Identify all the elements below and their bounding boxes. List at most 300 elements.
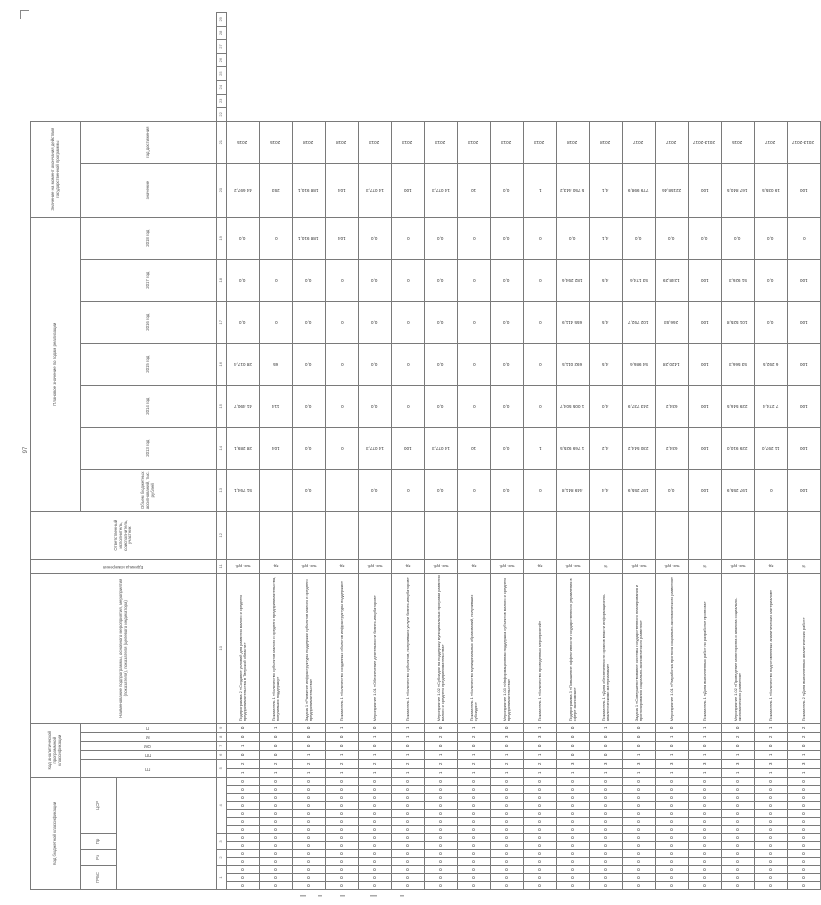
code-digit: 0	[458, 777, 491, 785]
cell-y2016	[260, 301, 293, 343]
cell-value: 28 017,4	[233, 361, 252, 367]
cell-y2015	[491, 343, 524, 385]
code-digit: 0	[359, 786, 392, 794]
code-digit: 0	[326, 866, 359, 874]
code-digit: 0	[656, 810, 689, 818]
row-name: Мероприятие 1.03 «Информационная поддержка субъектов малого и среднего предпринимательства»	[491, 573, 524, 723]
cell-value: 0	[538, 235, 542, 241]
code-digit: 0	[227, 866, 260, 874]
cell-value: 0,0	[767, 235, 774, 241]
cell-value: 182 294,6	[562, 277, 583, 283]
cell-total	[557, 469, 590, 511]
cell-y2016	[524, 301, 557, 343]
code-digit: 0	[722, 723, 755, 732]
code-digit: 0	[557, 777, 590, 785]
code-digit: 0	[524, 882, 557, 890]
code-digit: 0	[260, 834, 293, 842]
cell-value: 0,0	[371, 487, 378, 493]
cell-y2013	[491, 427, 524, 469]
code-digit: 0	[590, 786, 623, 794]
cell-value: 2015	[732, 139, 743, 145]
cell-y2017	[557, 259, 590, 301]
cell-y2018	[656, 217, 689, 259]
row-responsible	[788, 511, 821, 559]
row-unit	[656, 559, 689, 573]
column-number: 9	[217, 723, 227, 732]
cell-value: 0,0	[503, 277, 510, 283]
code-digit: 0	[359, 741, 392, 750]
row-name: Показатель 1 «Количество субъектов, получивших услуги бизнес-инкубаторов»	[392, 573, 425, 723]
code-digit: 0	[590, 802, 623, 810]
code-digit: 1	[755, 750, 788, 759]
code-digit: 1	[755, 723, 788, 732]
cell-y2017	[227, 259, 260, 301]
code-digit: 1	[689, 732, 722, 741]
cell-y2013	[458, 427, 491, 469]
code-digit: 1	[326, 723, 359, 732]
code-digit: 0	[326, 732, 359, 741]
code-digit: 0	[326, 818, 359, 826]
code-digit: 2	[755, 732, 788, 741]
code-digit: 0	[359, 777, 392, 785]
cell-y2018	[557, 217, 590, 259]
code-digit: 0	[656, 850, 689, 858]
code-digit: 2	[458, 732, 491, 741]
code-digit: 0	[788, 834, 821, 842]
cell-y2016	[557, 301, 590, 343]
code-digit: 0	[293, 818, 326, 826]
cell-value: 100	[700, 445, 709, 451]
cell-y2014	[326, 385, 359, 427]
code-digit: 3	[557, 759, 590, 768]
cell-value: 0	[340, 445, 344, 451]
code-digit: 1	[359, 750, 392, 759]
code-digit: 0	[656, 794, 689, 802]
column-number: 18	[217, 259, 227, 301]
code-digit: 0	[491, 723, 524, 732]
cell-value: 0,0	[305, 277, 312, 283]
table-row	[722, 13, 755, 890]
header-indicator: П	[81, 723, 217, 732]
cell-final-year	[326, 121, 359, 163]
code-digit: 0	[524, 777, 557, 785]
code-digit: 1	[227, 741, 260, 750]
code-digit: 1	[458, 768, 491, 777]
row-unit-text: %	[702, 564, 707, 569]
cell-total	[755, 469, 788, 511]
code-digit: 0	[359, 723, 392, 732]
column-number: 27	[217, 40, 227, 54]
table-row	[557, 13, 590, 890]
code-digit: 0	[722, 802, 755, 810]
column-number: 4	[217, 777, 227, 833]
code-digit: 0	[623, 850, 656, 858]
code-digit: 1	[293, 750, 326, 759]
cell-y2018	[359, 217, 392, 259]
code-digit: 0	[227, 786, 260, 794]
header-year-2016: 2016 год	[81, 301, 217, 343]
cell-value: 0,0	[503, 403, 510, 409]
code-digit: 0	[689, 866, 722, 874]
code-digit: 0	[425, 802, 458, 810]
code-digit: 0	[656, 858, 689, 866]
cell-value: 100	[799, 319, 808, 325]
row-responsible	[524, 511, 557, 559]
row-unit-text: тыс. руб.	[630, 564, 647, 569]
code-digit: 0	[458, 794, 491, 802]
code-digit: 0	[458, 741, 491, 750]
code-digit: 0	[293, 777, 326, 785]
cell-value: 634,2	[665, 445, 678, 451]
code-digit: 0	[590, 741, 623, 750]
cell-y2013	[557, 427, 590, 469]
code-digit: 2	[326, 759, 359, 768]
code-digit: 0	[359, 834, 392, 842]
code-digit: 0	[557, 874, 590, 882]
cell-y2013	[293, 427, 326, 469]
cell-final-value	[293, 163, 326, 217]
cell-value: 634,2	[665, 403, 678, 409]
cell-y2015	[788, 343, 821, 385]
cell-value: 692 011,5	[562, 361, 583, 367]
cell-y2013	[425, 427, 458, 469]
code-digit: 0	[590, 810, 623, 818]
code-digit: 2	[425, 759, 458, 768]
code-digit: 0	[623, 826, 656, 834]
row-unit	[557, 559, 590, 573]
code-digit: 0	[722, 858, 755, 866]
code-digit: 1	[722, 750, 755, 759]
code-digit: 0	[689, 794, 722, 802]
cell-y2014	[260, 385, 293, 427]
code-digit: 0	[557, 810, 590, 818]
code-digit: 0	[491, 874, 524, 882]
cell-value: 2018	[567, 139, 578, 145]
code-digit: 2	[359, 759, 392, 768]
cell-y2015	[458, 343, 491, 385]
code-digit: 1	[524, 750, 557, 759]
cell-final-year	[590, 121, 623, 163]
code-digit: 1	[755, 768, 788, 777]
row-unit-text: тыс. руб.	[366, 564, 383, 569]
header-year-2017: 2017 год	[81, 259, 217, 301]
table-row	[293, 13, 326, 890]
code-digit: 0	[260, 786, 293, 794]
code-digit: 0	[755, 818, 788, 826]
cell-y2018	[524, 217, 557, 259]
code-digit: 0	[557, 866, 590, 874]
cell-value: 0	[406, 235, 410, 241]
cell-final-year	[689, 121, 722, 163]
cell-y2018	[227, 217, 260, 259]
column-number: 17	[217, 301, 227, 343]
cell-final-value	[458, 163, 491, 217]
code-digit: 0	[557, 858, 590, 866]
header-total: Объем бюджетных ассигнований, тыс. рублей	[81, 469, 217, 511]
cell-y2014	[359, 385, 392, 427]
header-unit: Единица измерения	[31, 559, 217, 573]
code-digit: 0	[425, 866, 458, 874]
cell-y2018	[689, 217, 722, 259]
code-digit: 0	[623, 874, 656, 882]
cell-value: 0,0	[305, 361, 312, 367]
cell-value: 0	[406, 277, 410, 283]
cell-final-year	[722, 121, 755, 163]
cell-y2013	[359, 427, 392, 469]
code-digit: 1	[788, 768, 821, 777]
code-digit: 0	[524, 794, 557, 802]
row-unit-text: тыс. руб.	[300, 564, 317, 569]
code-digit: 0	[788, 866, 821, 874]
cell-total	[689, 469, 722, 511]
code-digit: 1	[689, 750, 722, 759]
header-year-2013: 2013 год	[81, 427, 217, 469]
cell-total	[722, 469, 755, 511]
cell-y2018	[491, 217, 524, 259]
cell-y2013	[722, 427, 755, 469]
page-number: 97	[23, 446, 29, 454]
code-digit: 2	[425, 732, 458, 741]
code-digit: 1	[326, 768, 359, 777]
row-unit-text: тыс. руб.	[498, 564, 515, 569]
table-row	[326, 13, 359, 890]
code-digit: 0	[491, 810, 524, 818]
cell-y2013	[326, 427, 359, 469]
cell-value: 243 737,9	[628, 403, 649, 409]
cell-value: 2015	[237, 139, 248, 145]
code-digit: 0	[458, 858, 491, 866]
header-subprogram: ПП	[81, 750, 217, 759]
cell-y2015	[755, 343, 788, 385]
cell-value: 51 926,3	[728, 277, 747, 283]
header-grbs: ГРБС	[81, 866, 117, 890]
row-responsible	[623, 511, 656, 559]
code-digit: 0	[557, 732, 590, 741]
header-row-subgroups	[81, 13, 117, 890]
row-name: Мероприятие 1.02 «Субсидии на поддержку муниципальных программ развития малого и среднего предпринимательства»	[425, 573, 458, 723]
code-digit: 0	[392, 794, 425, 802]
code-digit: 0	[293, 882, 326, 890]
code-digit: 0	[260, 866, 293, 874]
cell-value: 229 546,5	[727, 403, 748, 409]
cell-value: 197 255,9	[628, 487, 649, 493]
code-digit: 3	[656, 759, 689, 768]
cell-total	[788, 469, 821, 511]
row-unit	[260, 559, 293, 573]
code-digit: 0	[359, 842, 392, 850]
cell-y2017	[755, 259, 788, 301]
cell-y2014	[788, 385, 821, 427]
cell-value: 4,1	[602, 235, 609, 241]
code-digit: 0	[425, 882, 458, 890]
code-digit: 0	[227, 842, 260, 850]
code-digit: 0	[491, 834, 524, 842]
cell-value: 100	[700, 487, 709, 493]
speck	[370, 895, 377, 897]
code-digit: 0	[491, 741, 524, 750]
code-digit: 0	[689, 826, 722, 834]
cell-value: 293	[271, 187, 280, 193]
speck	[340, 895, 345, 897]
code-digit: 0	[656, 842, 689, 850]
cell-y2014	[392, 385, 425, 427]
code-digit: 0	[722, 818, 755, 826]
row-unit	[491, 559, 524, 573]
code-digit: 0	[689, 834, 722, 842]
row-name: Задача 1 «Развитие инфраструктуры поддержки субъектов малого и среднего предпринимательства»	[293, 573, 326, 723]
cell-y2014	[689, 385, 722, 427]
code-digit: 0	[491, 858, 524, 866]
code-digit: 0	[458, 842, 491, 850]
cell-value: 100	[799, 487, 808, 493]
code-digit: 0	[293, 723, 326, 732]
row-unit	[689, 559, 722, 573]
code-digit: 0	[590, 866, 623, 874]
code-digit: 1	[689, 768, 722, 777]
code-digit: 0	[524, 810, 557, 818]
cell-value: 0,0	[503, 361, 510, 367]
cell-value: 0,0	[371, 235, 378, 241]
cell-y2015	[326, 343, 359, 385]
cell-value: 51 794,1	[233, 487, 252, 493]
table-row	[590, 13, 623, 890]
code-digit: 0	[755, 858, 788, 866]
cell-value: 100	[700, 403, 709, 409]
row-responsible	[326, 511, 359, 559]
cell-value: 188 910,1	[298, 235, 319, 241]
cell-y2013	[227, 427, 260, 469]
code-digit: 0	[260, 732, 293, 741]
cell-y2015	[260, 343, 293, 385]
code-digit: 2	[524, 759, 557, 768]
header-csr: ЦСР	[81, 777, 117, 833]
code-digit: 0	[227, 750, 260, 759]
code-digit: 0	[458, 834, 491, 842]
cell-y2018	[392, 217, 425, 259]
code-digit: 0	[722, 777, 755, 785]
cell-y2016	[425, 301, 458, 343]
code-digit: 1	[425, 768, 458, 777]
code-digit: 1	[656, 750, 689, 759]
cell-value: 4,0	[602, 403, 609, 409]
cell-value: 0,0	[437, 277, 444, 283]
code-digit: 0	[656, 723, 689, 732]
code-digit: 0	[359, 850, 392, 858]
column-number: 5	[217, 759, 227, 777]
row-unit	[590, 559, 623, 573]
cell-y2017	[359, 259, 392, 301]
code-digit: 2	[788, 732, 821, 741]
code-digit: 0	[293, 858, 326, 866]
row-name: Показатель 2 «Доля выполненных аналитических работ»	[788, 573, 821, 723]
code-digit: 0	[755, 786, 788, 794]
table-row	[260, 13, 293, 890]
row-unit	[458, 559, 491, 573]
cell-value: 0	[802, 235, 806, 241]
code-digit: 0	[326, 850, 359, 858]
column-number: 1	[217, 866, 227, 890]
code-digit: 0	[392, 810, 425, 818]
code-digit: 0	[458, 802, 491, 810]
code-digit: 0	[491, 850, 524, 858]
cell-y2018	[788, 217, 821, 259]
cell-value: 2013	[534, 139, 545, 145]
cell-y2014	[755, 385, 788, 427]
cell-value: 0	[340, 319, 344, 325]
code-digit: 0	[623, 794, 656, 802]
code-digit: 1	[425, 750, 458, 759]
cell-value: 0	[274, 319, 278, 325]
code-digit: 0	[557, 786, 590, 794]
code-digit: 0	[722, 866, 755, 874]
row-unit-text: ед.	[536, 564, 543, 569]
row-unit	[722, 559, 755, 573]
code-digit: 0	[359, 858, 392, 866]
code-digit: 0	[623, 842, 656, 850]
code-digit: 0	[491, 802, 524, 810]
cell-y2017	[458, 259, 491, 301]
cell-value: 197 255,9	[727, 487, 748, 493]
code-digit: 0	[557, 850, 590, 858]
row-unit	[788, 559, 821, 573]
cell-y2015	[623, 343, 656, 385]
cell-value: 1 769 925,5	[560, 445, 585, 451]
code-digit: 0	[755, 810, 788, 818]
row-name: Показатель 1 «Количество созданных объектов инфраструктуры поддержки»	[326, 573, 359, 723]
cell-value: 0,0	[635, 235, 642, 241]
cell-value: 2017	[633, 139, 644, 145]
code-digit: 0	[524, 874, 557, 882]
code-digit: 0	[788, 858, 821, 866]
code-digit: 2	[491, 759, 524, 768]
code-digit: 0	[458, 810, 491, 818]
row-name: Подпрограмма 2 «Создание условий для развития малого и среднего предпринимательства в Тверской области»	[227, 573, 260, 723]
code-digit: 1	[458, 723, 491, 732]
scan-crop-mark	[20, 10, 29, 19]
row-name: Показатель 1 «Количество субъектов малого и среднего предпринимательства, получивших поддержку»	[260, 573, 293, 723]
code-digit: 0	[656, 802, 689, 810]
cell-value: 0,0	[668, 487, 675, 493]
header-year-2014: 2014 год	[81, 385, 217, 427]
code-digit: 0	[755, 874, 788, 882]
cell-y2017	[722, 259, 755, 301]
code-digit: 0	[623, 858, 656, 866]
code-digit: 1	[524, 723, 557, 732]
code-digit: 0	[392, 741, 425, 750]
cell-value: 188 910,1	[298, 187, 319, 193]
cell-value: 0,0	[437, 361, 444, 367]
code-digit: 0	[260, 818, 293, 826]
code-digit: 0	[293, 741, 326, 750]
code-digit: 0	[524, 802, 557, 810]
cell-y2016	[590, 301, 623, 343]
code-digit: 0	[227, 826, 260, 834]
cell-y2013	[524, 427, 557, 469]
code-digit: 0	[755, 842, 788, 850]
cell-value: 100	[700, 319, 709, 325]
code-digit: 0	[227, 834, 260, 842]
rotated-table-sheet	[30, 12, 815, 890]
code-digit: 0	[755, 777, 788, 785]
code-digit: 0	[425, 741, 458, 750]
cell-final-value	[689, 163, 722, 217]
row-responsible	[425, 511, 458, 559]
row-responsible	[656, 511, 689, 559]
header-budget-code: Код бюджетной классификации	[31, 777, 81, 889]
cell-y2014	[458, 385, 491, 427]
code-digit: 0	[656, 818, 689, 826]
cell-y2016	[392, 301, 425, 343]
